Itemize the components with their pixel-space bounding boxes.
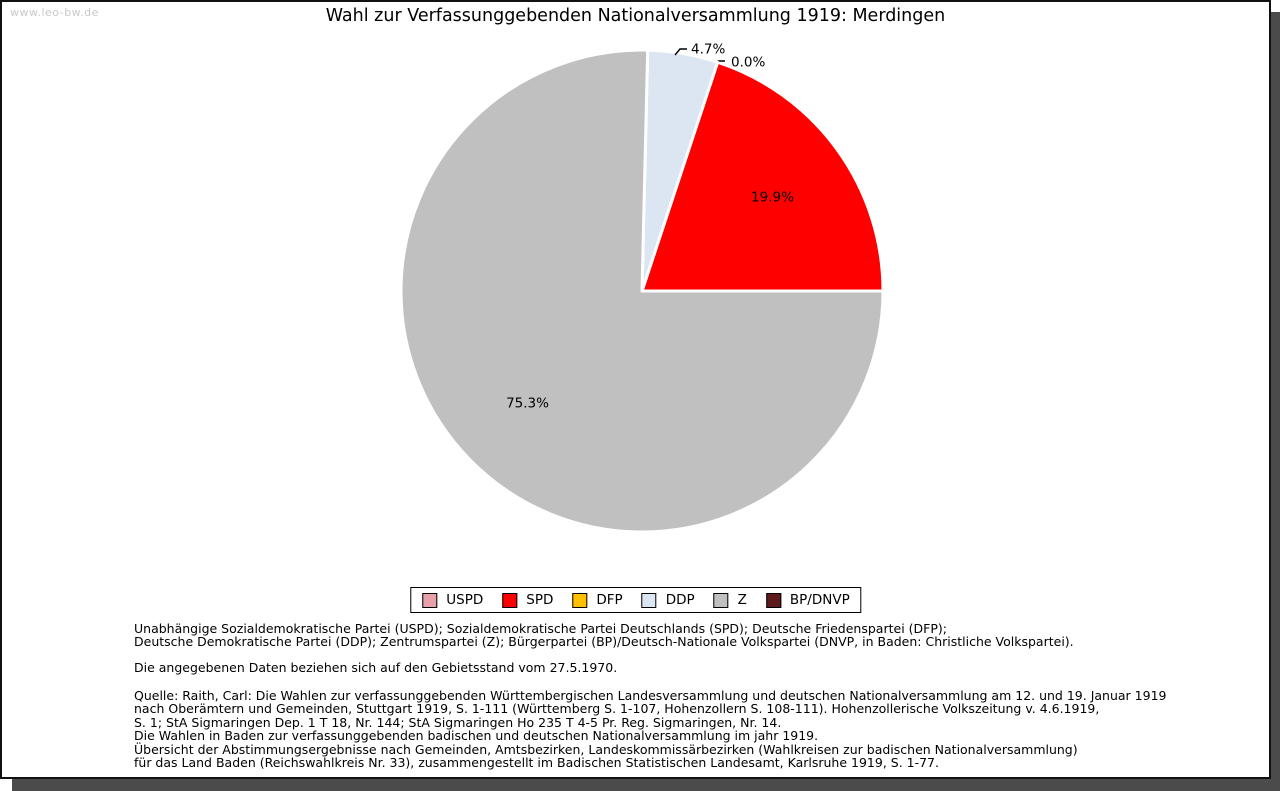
source-line: für das Land Baden (Reichswahlkreis Nr. 33), zusammengestellt im Badischen Statistischen Landesamt, Karlsruhe 1919, S. 1-77. xyxy=(134,755,939,771)
legend-label-uspd: USPD xyxy=(446,592,484,608)
source-line: Übersicht der Abstimmungsergebnisse nach Gemeinden, Amtsbezirken, Landeskommissärbezirken (Wahlkreisen zur badischen Nationalversammlung) xyxy=(134,741,1078,757)
territory-note xyxy=(134,661,617,674)
source-line: Quelle: Raith, Carl: Die Wahlen zur verfassunggebenden Württembergischen Landesversammlung und deutschen Nationalversammlung am 12. und 19. Januar 1919 xyxy=(134,688,1167,703)
note-line: Die angegebenen Daten beziehen sich auf den Gebietsstand vom 27.5.1970. xyxy=(134,660,618,675)
legend-item-ddp xyxy=(642,592,695,608)
pie-pct-label-ddp: 4.7% xyxy=(691,41,726,58)
party-abbreviations-note xyxy=(134,622,1074,649)
source-line: nach Oberämtern und Gemeinden, Stuttgart 1919, S. 1-111 (Württemberg S. 1-107, Hohenzollern S. 108-111). Hohenzollerische Volkszeitung v. 4.6.1919, xyxy=(134,701,1100,717)
dfp-swatch-icon xyxy=(572,593,587,608)
bp-dnvp-swatch-icon xyxy=(766,593,781,608)
abbr-line: Deutsche Demokratische Partei (DDP); Zentrumspartei (Z); Bürgerpartei (BP)/Deutsch-Nationale Volkspartei (DNVP, in Baden: Christliche Volkspartei). xyxy=(134,634,1074,650)
legend-label-spd: SPD xyxy=(526,592,554,608)
source-citation xyxy=(134,689,1166,769)
source-line: S. 1; StA Sigmaringen Dep. 1 T 18, Nr. 144; StA Sigmaringen Ho 235 T 4-5 Pr. Reg. Sigmaringen, Nr. 14. xyxy=(134,714,782,730)
watermark-url: www.leo-bw.de xyxy=(10,6,99,19)
legend-item-bp-dnvp xyxy=(766,592,850,608)
legend-label-bp-dnvp: BP/DNVP xyxy=(789,592,850,608)
spd-swatch-icon xyxy=(502,593,517,608)
legend-box xyxy=(410,587,861,613)
pie-pct-label-dfp: 0.0% xyxy=(731,54,766,71)
pie-pct-label-spd: 19.9% xyxy=(751,189,794,206)
legend-label-dfp: DFP xyxy=(596,592,623,608)
legend-label-z: Z xyxy=(737,592,747,608)
z-swatch-icon xyxy=(714,593,729,608)
pie-pct-label-z: 75.3% xyxy=(506,395,549,412)
uspd-swatch-icon xyxy=(422,593,437,608)
source-line: Die Wahlen in Baden zur verfassunggebenden badischen und deutschen Nationalversammlung im jahr 1919. xyxy=(134,728,819,744)
legend-item-z xyxy=(714,592,747,608)
legend-item-uspd xyxy=(422,592,483,608)
legend-label-ddp: DDP xyxy=(665,592,695,608)
chart-title: Wahl zur Verfassunggebenden Nationalversammlung 1919: Merdingen xyxy=(325,6,946,26)
ddp-swatch-icon xyxy=(642,593,657,608)
abbr-line: Unabhängige Sozialdemokratische Partei (USPD); Sozialdemokratische Partei Deutschlands (SPD); Deutsche Friedenspartei (DFP); xyxy=(134,621,947,636)
legend-item-spd xyxy=(502,592,553,608)
legend-item-dfp xyxy=(572,592,622,608)
